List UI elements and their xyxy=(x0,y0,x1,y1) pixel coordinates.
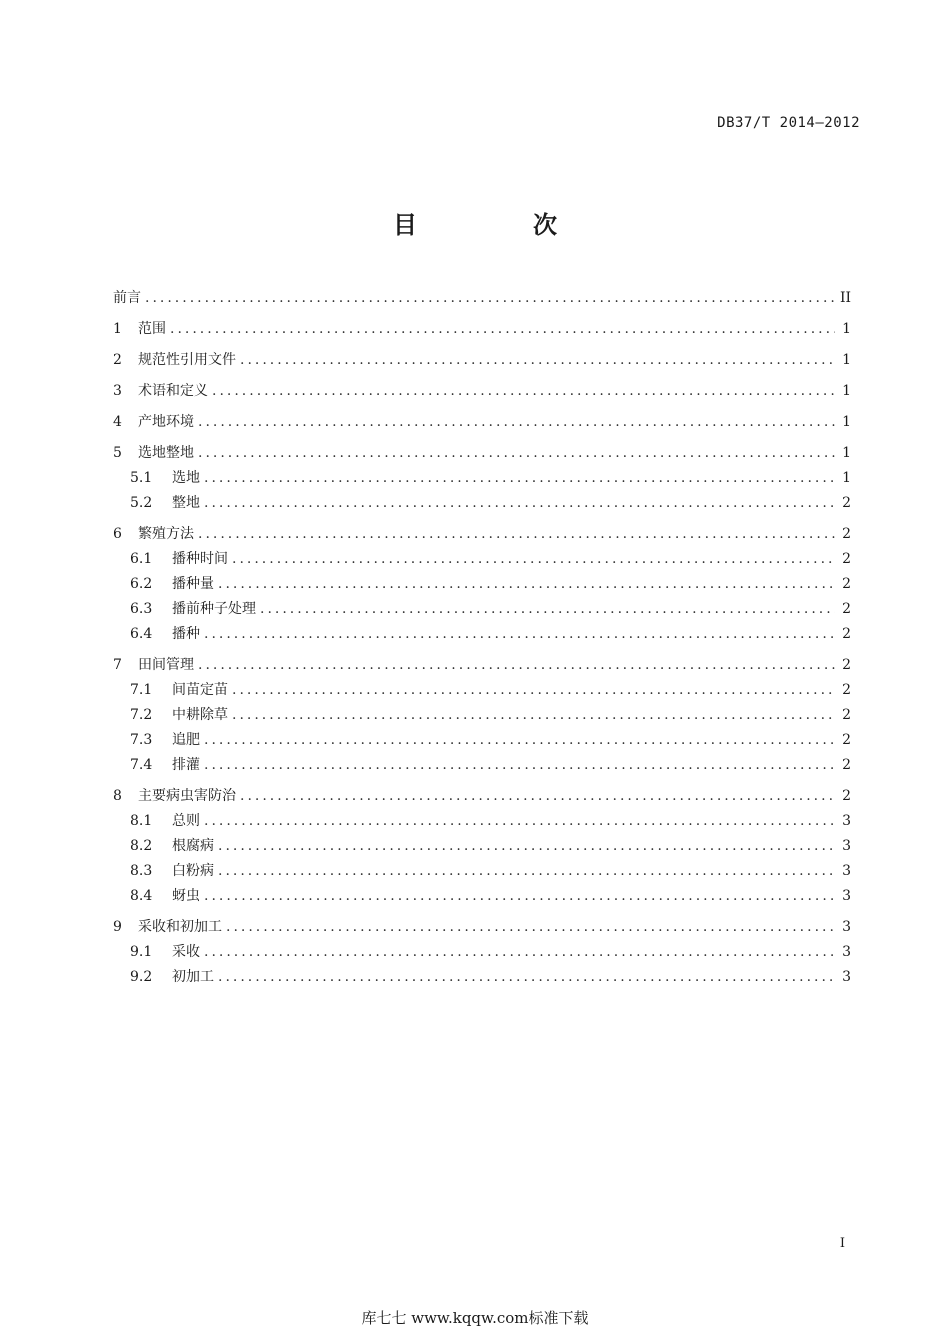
toc-entry-page: 3 xyxy=(842,813,851,829)
toc-entry[interactable] xyxy=(113,491,851,516)
toc-entry-page: 1 xyxy=(842,321,851,337)
toc-entry-label: 播种量 xyxy=(172,576,214,592)
toc-leader-dots xyxy=(204,884,835,909)
toc-leader-dots xyxy=(204,466,835,491)
toc-entry-label: 选地 xyxy=(172,470,200,486)
toc-entry[interactable] xyxy=(113,622,851,647)
toc-leader-dots xyxy=(218,859,835,884)
toc-entry-page: 3 xyxy=(842,919,851,935)
toc-entry-label: 根腐病 xyxy=(172,838,214,854)
toc-entry-number: 9 xyxy=(113,919,122,935)
toc-leader-dots xyxy=(218,834,835,859)
toc-entry-label: 排灌 xyxy=(172,757,200,773)
toc-entry-number: 2 xyxy=(113,352,122,368)
toc-entry-label: 白粉病 xyxy=(172,863,214,879)
toc-entry-label: 产地环境 xyxy=(138,414,194,430)
footer-watermark-text: 库七七 www.kqqw.com标准下载 xyxy=(361,1309,589,1327)
toc-entry-label: 田间管理 xyxy=(138,657,194,673)
toc-entry-label: 范围 xyxy=(138,321,166,337)
toc-entry-label: 前言 xyxy=(113,290,141,306)
page-number: I xyxy=(839,1236,845,1251)
toc-entry-number: 9.1 xyxy=(130,944,153,960)
toc-entry-page: 2 xyxy=(842,626,851,642)
toc-entry-number: 8.4 xyxy=(130,888,153,904)
toc-entry-label: 繁殖方法 xyxy=(138,526,194,542)
toc-entry-number: 5.1 xyxy=(130,470,153,486)
toc-entry[interactable] xyxy=(113,753,851,778)
toc-entry[interactable] xyxy=(113,915,851,940)
toc-leader-dots xyxy=(226,915,835,940)
toc-entry-page: 2 xyxy=(842,495,851,511)
toc-entry-label: 初加工 xyxy=(172,969,214,985)
toc-entry-label: 播种时间 xyxy=(172,551,228,567)
toc-leader-dots xyxy=(240,784,835,809)
toc-entry-number: 7.2 xyxy=(130,707,153,723)
toc-entry-label: 整地 xyxy=(172,495,200,511)
toc-entry-page: 1 xyxy=(842,383,851,399)
toc-entry-page: 2 xyxy=(842,757,851,773)
toc-entry-page: 1 xyxy=(842,414,851,430)
toc-entry-label: 蚜虫 xyxy=(172,888,200,904)
toc-leader-dots xyxy=(260,597,835,622)
toc-leader-dots xyxy=(240,348,835,373)
toc-entry-page: 2 xyxy=(842,788,851,804)
toc-entry[interactable] xyxy=(113,809,851,834)
toc-entry-page: 2 xyxy=(842,732,851,748)
toc-entry-page: 1 xyxy=(842,352,851,368)
toc-entry-label: 总则 xyxy=(172,813,200,829)
toc-entry-number: 8.3 xyxy=(130,863,153,879)
toc-entry[interactable] xyxy=(113,572,851,597)
toc-leader-dots xyxy=(204,753,835,778)
toc-entry-number: 6.2 xyxy=(130,576,153,592)
toc-entry-page: 3 xyxy=(842,944,851,960)
toc-entry-number: 7.1 xyxy=(130,682,153,698)
toc-entry[interactable] xyxy=(113,286,851,311)
toc-entry[interactable] xyxy=(113,547,851,572)
toc-leader-dots xyxy=(204,940,835,965)
toc-entry-label: 追肥 xyxy=(172,732,200,748)
toc-entry[interactable] xyxy=(113,728,851,753)
toc-leader-dots xyxy=(198,441,835,466)
toc-entry-label: 规范性引用文件 xyxy=(138,352,236,368)
toc-entry-number: 9.2 xyxy=(130,969,153,985)
toc-entry[interactable] xyxy=(113,678,851,703)
toc-entry[interactable] xyxy=(113,410,851,435)
toc-entry[interactable] xyxy=(113,379,851,404)
toc-entry-number: 8.1 xyxy=(130,813,153,829)
toc-entry[interactable] xyxy=(113,466,851,491)
toc-leader-dots xyxy=(204,491,835,516)
toc-entry-page: 2 xyxy=(842,657,851,673)
toc-entry[interactable] xyxy=(113,940,851,965)
toc-leader-dots xyxy=(170,317,835,342)
toc-entry-number: 5 xyxy=(113,445,122,461)
toc-leader-dots xyxy=(212,379,835,404)
toc-entry-number: 7.4 xyxy=(130,757,153,773)
toc-leader-dots xyxy=(198,522,835,547)
toc-leader-dots xyxy=(204,728,835,753)
toc-entry-number: 6.1 xyxy=(130,551,153,567)
toc-entry-number: 7 xyxy=(113,657,122,673)
toc-leader-dots xyxy=(218,965,835,990)
toc-entry-page: 2 xyxy=(842,526,851,542)
toc-entry[interactable] xyxy=(113,834,851,859)
toc-leader-dots xyxy=(204,809,835,834)
toc-leader-dots xyxy=(232,547,835,572)
toc-leader-dots xyxy=(145,286,834,311)
toc-entry-label: 术语和定义 xyxy=(138,383,208,399)
toc-entry-number: 1 xyxy=(113,321,122,337)
toc-entry-page: 2 xyxy=(842,551,851,567)
toc-entry-number: 4 xyxy=(113,414,122,430)
toc-entry[interactable] xyxy=(113,522,851,547)
toc-entry-number: 8 xyxy=(113,788,122,804)
toc-entry-label: 选地整地 xyxy=(138,445,194,461)
toc-leader-dots xyxy=(232,703,835,728)
toc-entry-number: 3 xyxy=(113,383,122,399)
toc-entry-page: 1 xyxy=(842,445,851,461)
page-title: 目 次 xyxy=(393,211,603,239)
toc-entry[interactable] xyxy=(113,441,851,466)
toc-entry[interactable] xyxy=(113,597,851,622)
toc-entry[interactable] xyxy=(113,884,851,909)
toc-leader-dots xyxy=(232,678,835,703)
toc-entry[interactable] xyxy=(113,348,851,373)
toc-entry-page: 2 xyxy=(842,576,851,592)
toc-entry[interactable] xyxy=(113,653,851,678)
toc-entry-page: 3 xyxy=(842,838,851,854)
toc-entry-label: 播前种子处理 xyxy=(172,601,256,617)
toc-entry-page: II xyxy=(839,290,851,306)
toc-entry-label: 主要病虫害防治 xyxy=(138,788,236,804)
toc-entry-page: 3 xyxy=(842,863,851,879)
toc-entry-page: 2 xyxy=(842,601,851,617)
toc-entry-label: 播种 xyxy=(172,626,200,642)
toc-entry-number: 7.3 xyxy=(130,732,153,748)
table-of-contents xyxy=(113,286,851,990)
toc-entry[interactable] xyxy=(113,317,851,342)
toc-entry[interactable] xyxy=(113,784,851,809)
toc-entry-number: 8.2 xyxy=(130,838,153,854)
toc-leader-dots xyxy=(198,410,835,435)
standard-code: DB37/T 2014—2012 xyxy=(717,115,860,131)
toc-entry-number: 6.3 xyxy=(130,601,153,617)
toc-entry[interactable] xyxy=(113,859,851,884)
toc-entry-number: 6 xyxy=(113,526,122,542)
toc-entry-page: 2 xyxy=(842,682,851,698)
toc-entry-label: 中耕除草 xyxy=(172,707,228,723)
toc-entry-label: 间苗定苗 xyxy=(172,682,228,698)
toc-entry-label: 采收和初加工 xyxy=(138,919,222,935)
toc-entry-page: 3 xyxy=(842,969,851,985)
toc-leader-dots xyxy=(204,622,835,647)
toc-leader-dots xyxy=(218,572,835,597)
toc-entry-number: 5.2 xyxy=(130,495,153,511)
toc-entry[interactable] xyxy=(113,703,851,728)
toc-entry-page: 2 xyxy=(842,707,851,723)
toc-leader-dots xyxy=(198,653,835,678)
toc-entry-page: 1 xyxy=(842,470,851,486)
toc-entry-page: 3 xyxy=(842,888,851,904)
toc-entry[interactable] xyxy=(113,965,851,990)
toc-entry-label: 采收 xyxy=(172,944,200,960)
toc-entry-number: 6.4 xyxy=(130,626,153,642)
